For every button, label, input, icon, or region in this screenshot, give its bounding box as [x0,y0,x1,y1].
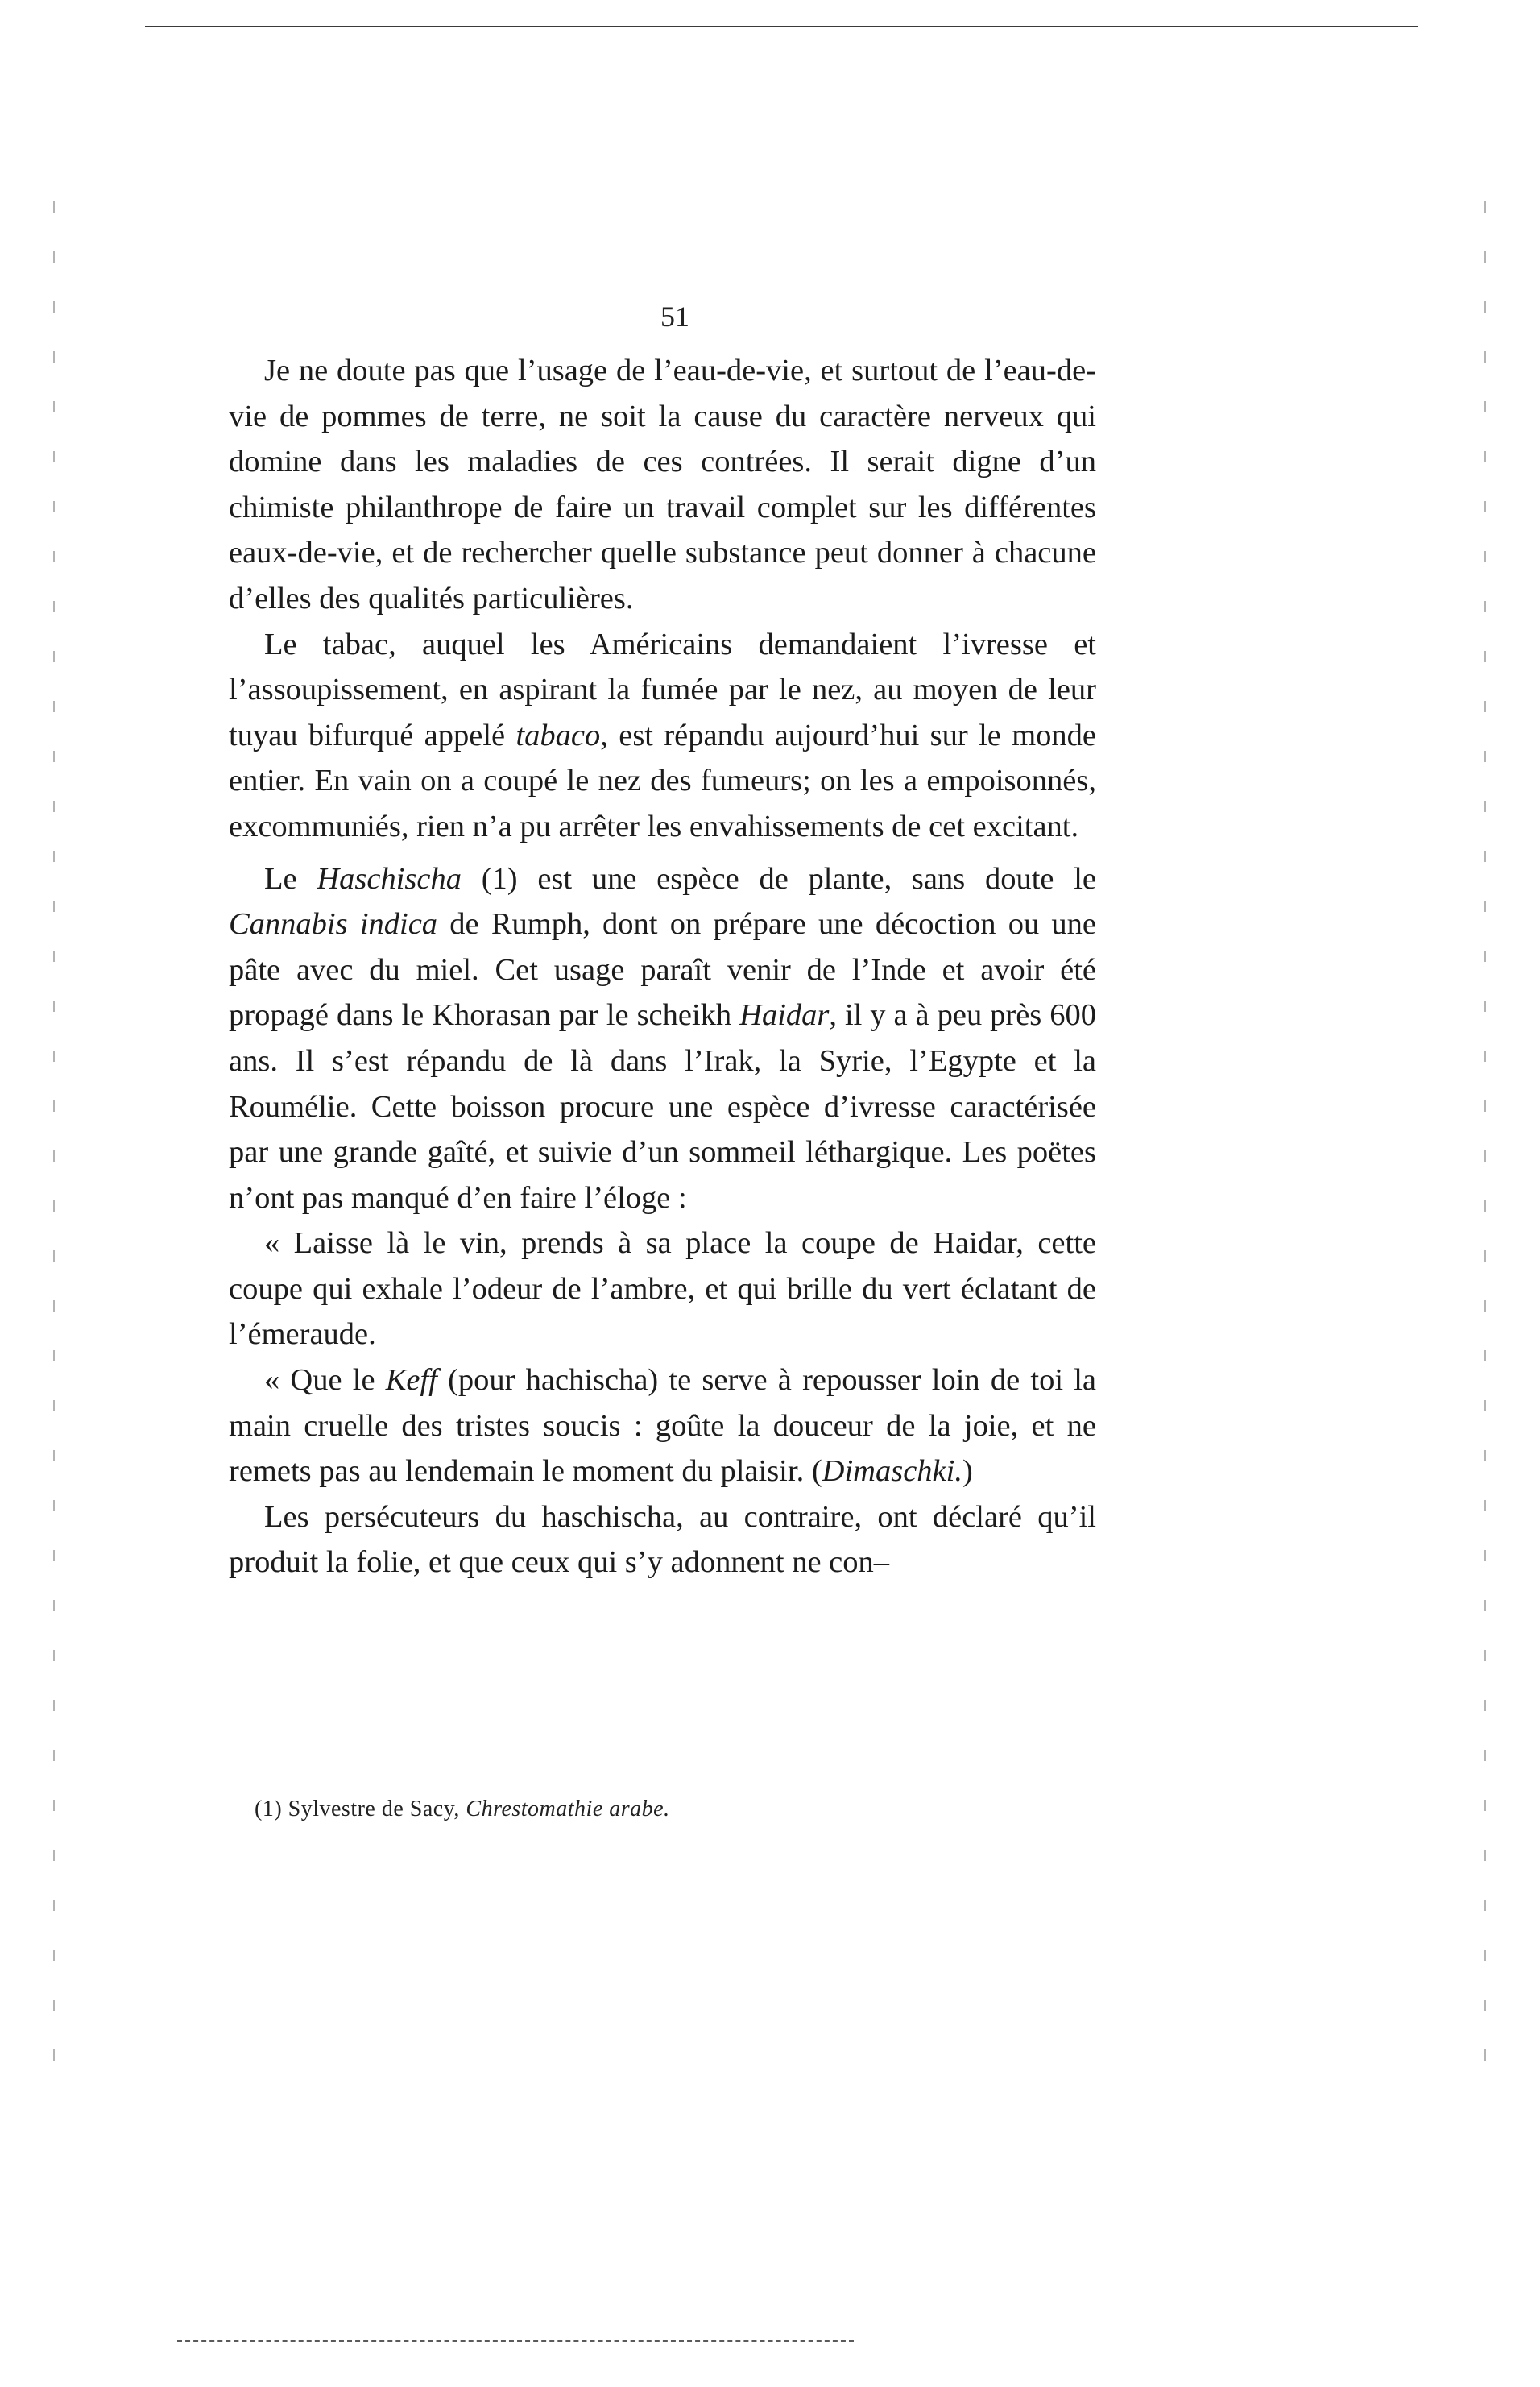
haschischa-text-d: , il y a à peu près 600 ans. Il s’est répandu de là dans l’Irak, la Syrie, l’Egypte et la Roumélie. Cette boisson procure une espèce d’ivresse caractérisée par une grande gaîté, et suivie d’un sommeil léthargique. Les poëtes n’ont pas manqué d’en faire l’éloge : [229,998,1096,1215]
right-margin-marks [1484,201,1486,2078]
paragraph-tabac [229,622,1096,850]
footnote-title: Chrestomathie arabe. [466,1796,670,1821]
haidar-term: Haidar [739,998,830,1033]
haschischa-text-b: (1) est une espèce de plante, sans doute le [462,861,1096,896]
paragraph-persecuteurs: Les persécuteurs du haschischa, au contraire, ont déclaré qu’il produit la folie, et que ceux qui s’y adonnent ne con– [229,1499,1096,1580]
top-scan-rule [145,26,1418,27]
haschischa-text-a: Le [264,861,317,896]
paragraph-haschischa [229,856,1096,1221]
tabac-text-a: Le tabac, auquel les Américains demandaient l’ivresse et l’assoupissement, en aspirant la fumée par le nez, au moyen de leur tuyau bifurqué appelé [229,627,1096,752]
cannabis-term: Cannabis indica [229,907,438,942]
haschischa-text-c: de Rumph, dont on prépare une décoction ou une pâte avec du miel. Cet usage paraît venir de l’Inde et avoir été propagé dans le Khorasan par le scheikh [229,907,1097,1033]
tabac-text-b: , est répandu aujourd’hui sur le monde entier. En vain on a coupé le nez des fumeurs; on les a empoisonnés, excommuniés, rien n’a pu arrêter les envahissements de cet excitant. [229,718,1096,843]
quote-haidar: « Laisse là le vin, prends à sa place la coupe de Haidar, cette coupe qui exhale l’odeur de l’ambre, et qui brille du vert éclatant de l’émeraude. [229,1226,1096,1352]
keff-text-c: ) [962,1454,973,1489]
footnote [255,1795,1060,1824]
bottom-scan-rule [177,2340,854,2342]
left-margin-marks [53,201,55,2078]
body-text [229,348,1096,1585]
keff-text-b: (pour hachischa) te serve à repousser loin de toi la main cruelle des tristes soucis : goûte la douceur de la joie, et ne remets pas au lendemain le moment du plaisir. ( [229,1363,1096,1489]
footnote-text: (1) Sylvestre de Sacy, [255,1796,466,1821]
keff-text-a: « Que le [264,1363,386,1398]
page-number: 51 [660,300,689,333]
paragraph-eau-de-vie: Je ne doute pas que l’usage de l’eau-de-vie, et surtout de l’eau-de-vie de pommes de terre, ne soit la cause du caractère nerveux qui domine dans les maladies de ces contrées. Il serait digne d’un chimiste philanthrope de faire un travail complet sur les différentes eaux-de-vie, et de rechercher quelle substance peut donner à chacune d’elles des qualités particulières. [229,354,1096,615]
tabaco-term: tabaco [515,718,601,752]
quote-keff [229,1357,1096,1494]
haschischa-term: Haschischa [317,861,462,896]
keff-term: Keff [385,1363,437,1398]
dimaschki-citation: Dimaschki. [822,1454,962,1489]
